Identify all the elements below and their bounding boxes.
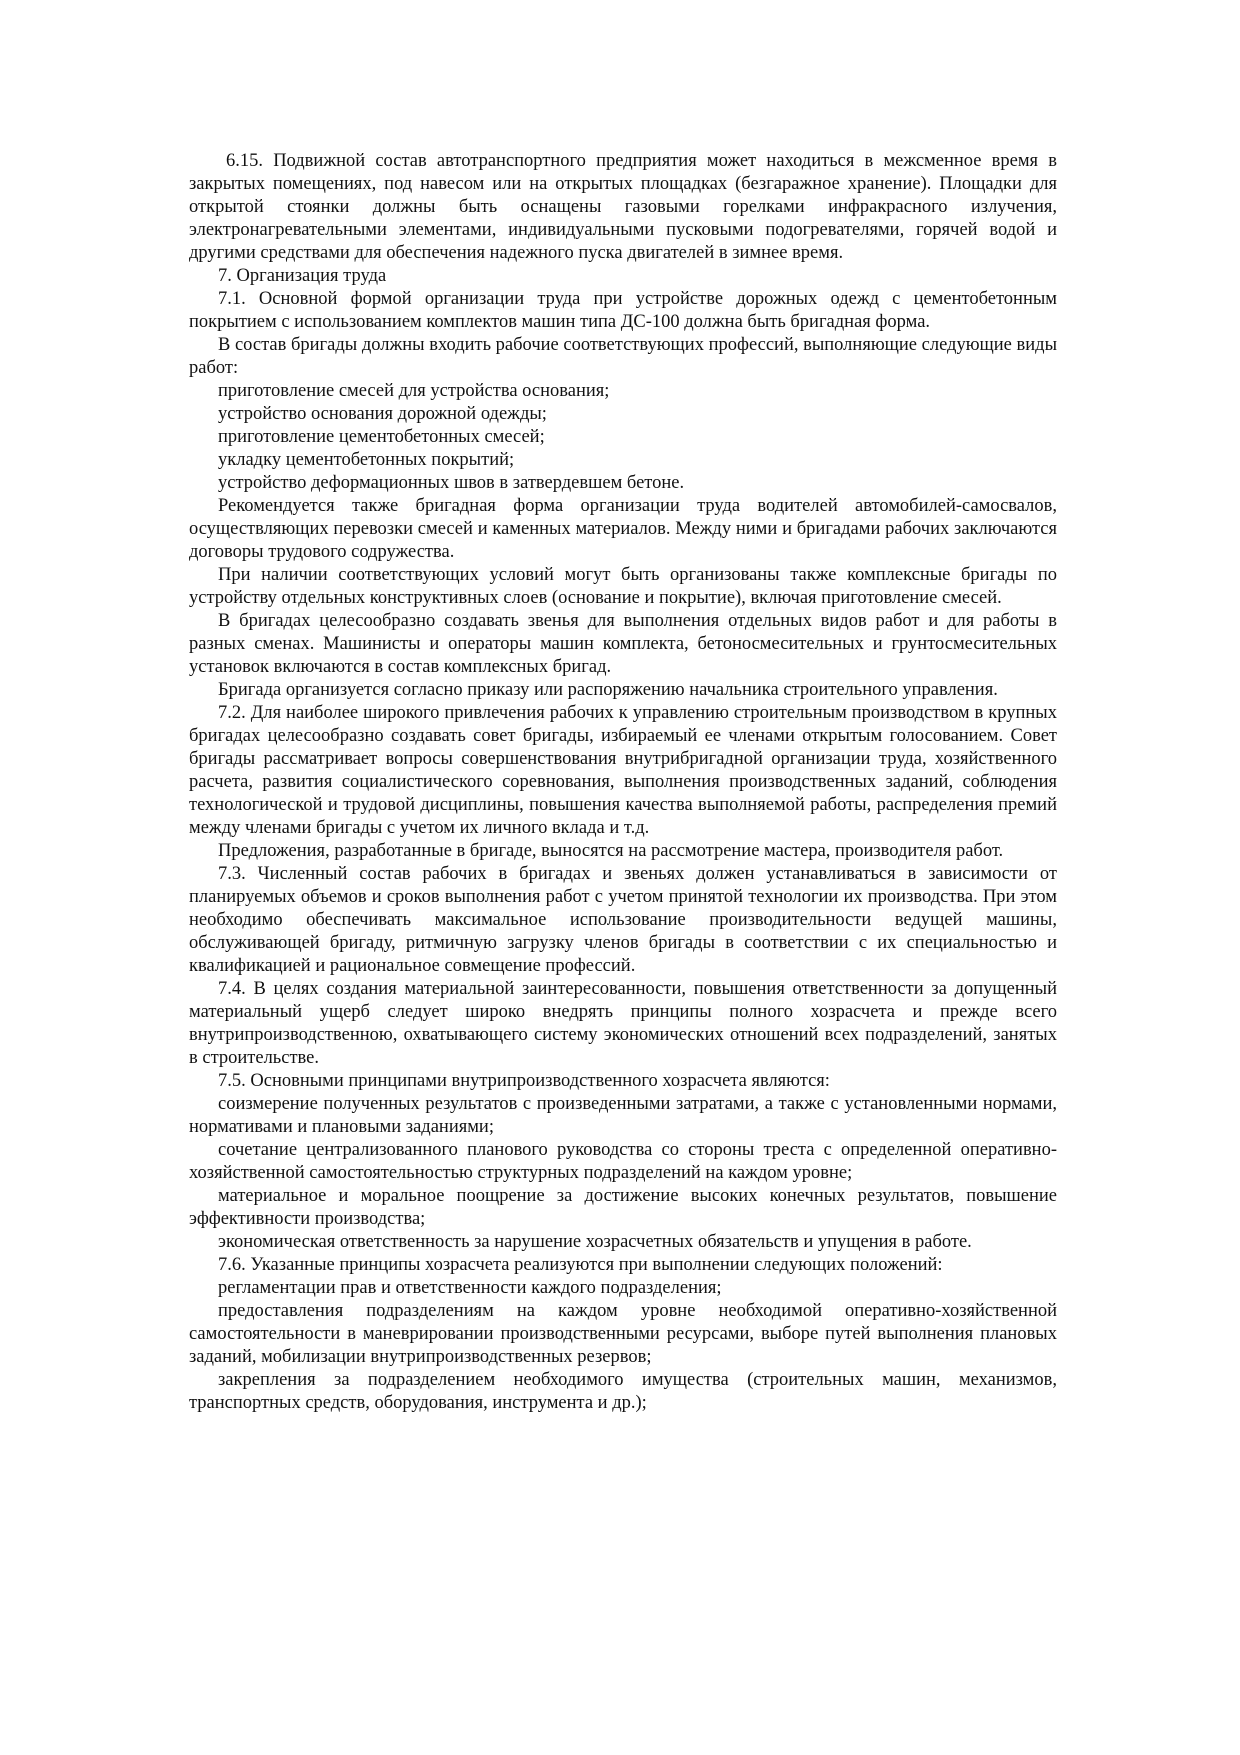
list-item: предоставления подразделениям на каждом уровне необходимой оперативно-хозяйственной самостоятельности в маневрировании производственными ресурсами, выборе путей выполнения плановых заданий, мобилизации внутрипроизводственных резервов; (189, 1301, 1057, 1367)
paragraph: В бригадах целесообразно создавать звенья для выполнения отдельных видов работ и для работы в разных сменах. Машинисты и операторы машин комплекта, бетоносмесительных и грунтосмесительных установок включаются в состав комплексных бригад. (189, 611, 1057, 677)
list-item: приготовление цементобетонных смесей; (218, 427, 545, 447)
list-item: экономическая ответственность за нарушение хозрасчетных обязательств и упущения в работе. (218, 1232, 972, 1252)
paragraph-6-15: 6.15. Подвижной состав автотранспортного предприятия может находиться в межсменное время в закрытых помещениях, под навесом или на открытых площадках (безгаражное хранение). Площадки для открытой стоянки должны быть оснащены газовыми горелками инфракрасного излучения, электронагревательными элементами, индивидуальными пусковыми подогревателями, горячей водой и другими средствами для обеспечения надежного пуска двигателей в зимнее время. (189, 151, 1057, 263)
paragraph-7-5: 7.5. Основными принципами внутрипроизводственного хозрасчета являются: (218, 1071, 830, 1091)
list-item: сочетание централизованного планового руководства со стороны треста с определенной оперативно-хозяйственной самостоятельностью структурных подразделений на каждом уровне; (189, 1140, 1057, 1183)
paragraph-7-6: 7.6. Указанные принципы хозрасчета реализуются при выполнении следующих положений: (218, 1255, 943, 1275)
list-item: укладку цементобетонных покрытий; (218, 450, 515, 470)
list-item: регламентации прав и ответственности каждого подразделения; (218, 1278, 722, 1298)
section-heading-7: 7. Организация труда (218, 266, 387, 286)
paragraph: Предложения, разработанные в бригаде, выносятся на рассмотрение мастера, производителя работ. (218, 841, 1004, 861)
paragraph: При наличии соответствующих условий могут быть организованы также комплексные бригады по устройству отдельных конструктивных слоев (основание и покрытие), включая приготовление смесей. (189, 565, 1057, 608)
paragraph-7-1: 7.1. Основной формой организации труда при устройстве дорожных одежд с цементобетонным покрытием с использованием комплектов машин типа ДС-100 должна быть бригадная форма. (189, 289, 1057, 332)
paragraph-7-4: 7.4. В целях создания материальной заинтересованности, повышения ответственности за допущенный материальный ущерб следует широко внедрять принципы полного хозрасчета и прежде всего внутрипроизводственною, охватывающего систему экономических отношений всех подразделений, занятых в строительстве. (189, 979, 1057, 1068)
paragraph-7-3: 7.3. Численный состав рабочих в бригадах и звеньях должен устанавливаться в зависимости от планируемых объемов и сроков выполнения работ с учетом принятой технологии их производства. При этом необходимо обеспечивать максимальное использование производительности ведущей машины, обслуживающей бригаду, ритмичную загрузку членов бригады в соответствии с их специальностью и квалификацией и рациональное совмещение профессий. (189, 864, 1057, 976)
paragraph: В состав бригады должны входить рабочие соответствующих профессий, выполняющие следующие виды работ: (189, 335, 1057, 378)
list-item: материальное и моральное поощрение за достижение высоких конечных результатов, повышение эффективности производства; (189, 1186, 1057, 1229)
paragraph: Рекомендуется также бригадная форма организации труда водителей автомобилей-самосвалов, осуществляющих перевозки смесей и каменных материалов. Между ними и бригадами рабочих заключаются договоры трудового содружества. (189, 496, 1057, 562)
list-item: устройство деформационных швов в затвердевшем бетоне. (218, 473, 685, 493)
list-item: соизмерение полученных результатов с произведенными затратами, а также с установленными нормами, нормативами и плановыми заданиями; (189, 1094, 1057, 1137)
paragraph: Бригада организуется согласно приказу или распоряжению начальника строительного управления. (218, 680, 998, 700)
list-item: закрепления за подразделением необходимого имущества (строительных машин, механизмов, транспортных средств, оборудования, инструмента и др.); (189, 1370, 1057, 1413)
list-item: устройство основания дорожной одежды; (218, 404, 547, 424)
document-body (189, 150, 1057, 1415)
list-item: приготовление смесей для устройства основания; (218, 381, 610, 401)
paragraph-7-2: 7.2. Для наиболее широкого привлечения рабочих к управлению строительным производством в крупных бригадах целесообразно создавать совет бригады, избираемый ее членами открытым голосованием. Совет бригады рассматривает вопросы совершенствования внутрибригадной организации труда, хозяйственного расчета, развития социалистического соревнования, выполнения производственных заданий, соблюдения технологической и трудовой дисциплины, повышения качества выполняемой работы, распределения премий между членами бригады с учетом их личного вклада и т.д. (189, 703, 1057, 838)
